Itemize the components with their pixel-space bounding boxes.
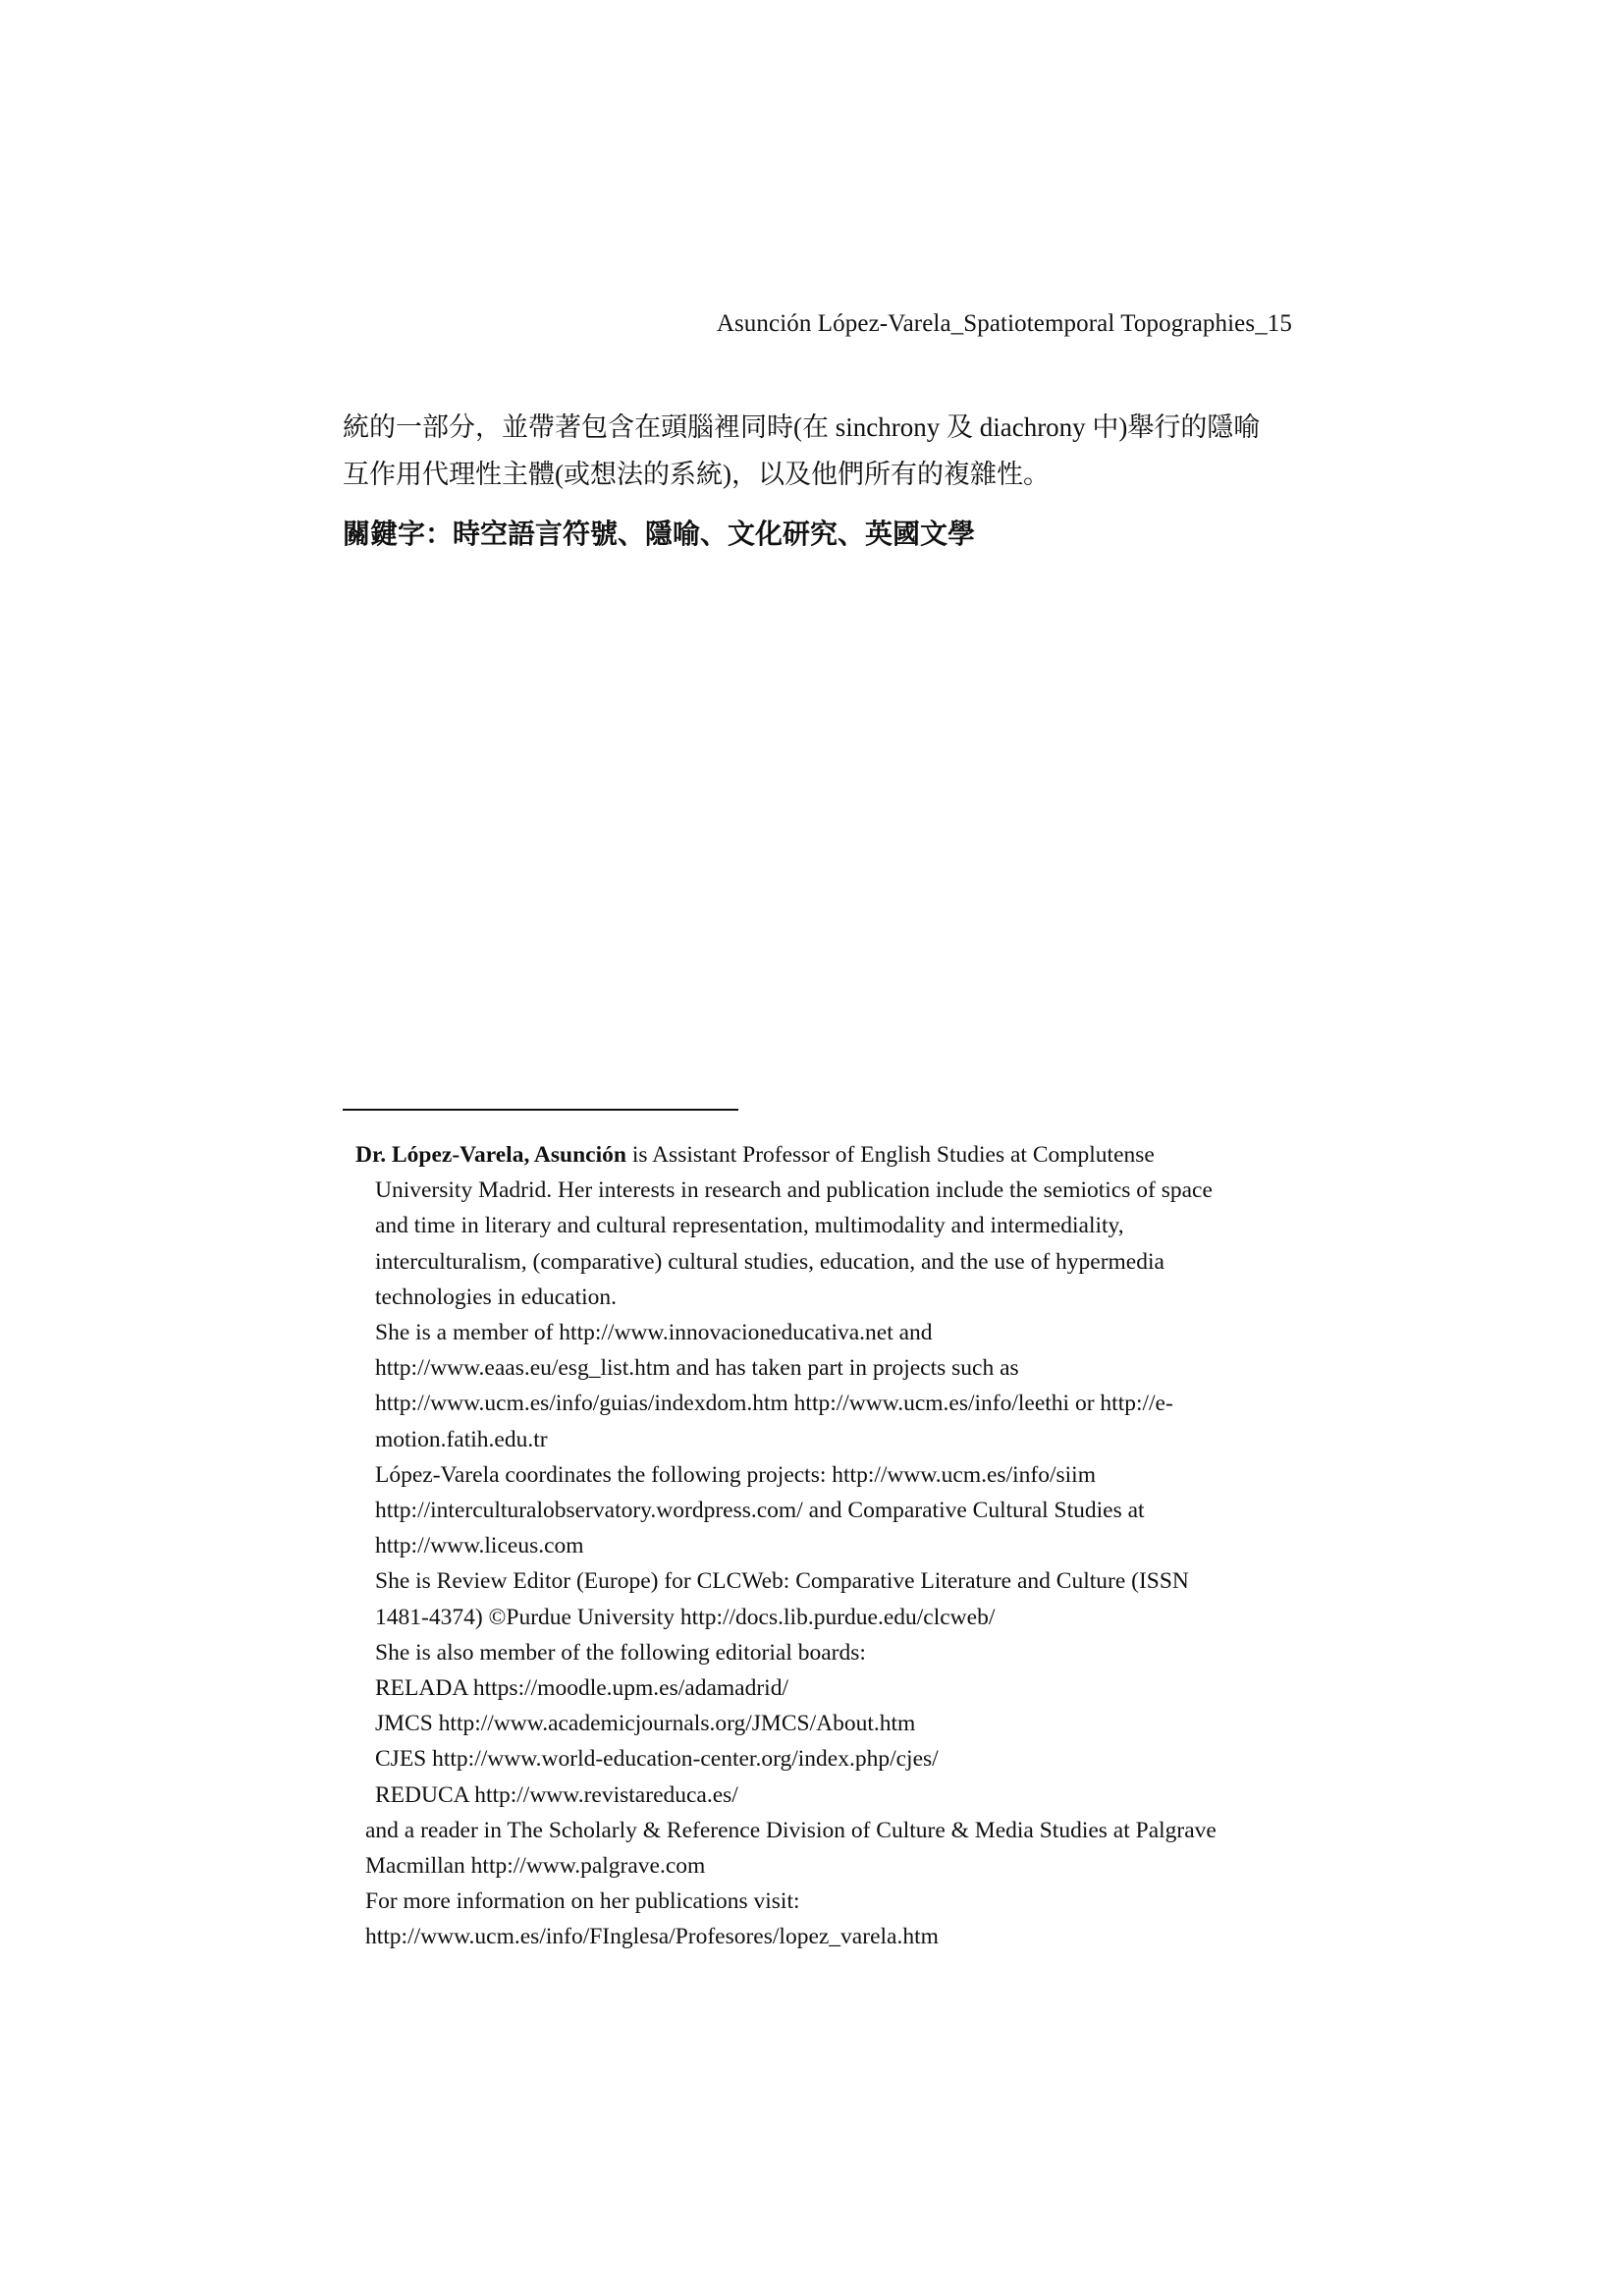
footnote-line: REDUCA http://www.revistareduca.es/	[375, 1781, 738, 1808]
footnote-line: She is also member of the following editorial boards:	[375, 1639, 866, 1666]
footnote-line: JMCS http://www.academicjournals.org/JMCS/About.htm	[375, 1711, 916, 1737]
footnote-closing-line: Macmillan http://www.palgrave.com	[365, 1853, 706, 1880]
abstract-chinese	[343, 404, 1297, 498]
abstract-line: 統的一部分，並帶著包含在頭腦裡同時(在 sinchrony 及 diachrony 中)舉行的隱喻	[343, 412, 1261, 442]
footnote-line: 1481-4374) ©Purdue University http://docs.lib.purdue.edu/clcweb/	[375, 1604, 996, 1630]
footnote-line: University Madrid. Her interests in research and publication include the semiotics of space	[375, 1177, 1213, 1204]
footnote-line: http://www.eaas.eu/esg_list.htm and has taken part in projects such as	[375, 1355, 1019, 1382]
footnote-line: López-Varela coordinates the following projects: http://www.ucm.es/info/siim	[375, 1461, 1096, 1488]
author-name: Dr. López-Varela, Asunción	[355, 1142, 626, 1168]
footnote-line: and time in literary and cultural representation, multimodality and intermediality,	[375, 1213, 1124, 1239]
footnote-first-line	[351, 1137, 1293, 1173]
author-footnote	[351, 1137, 1293, 1955]
footnote-closing-line: For more information on her publications visit:	[365, 1888, 800, 1915]
footnote-closing-line: and a reader in The Scholarly & Reference Division of Culture & Media Studies at Palgrave	[365, 1817, 1217, 1843]
footnote-closing-line: http://www.ucm.es/info/FInglesa/Profesores/lopez_varela.htm	[365, 1924, 939, 1950]
running-head: Asunción López-Varela_Spatiotemporal Topographies_15	[716, 310, 1292, 337]
footnote-line: She is Review Editor (Europe) for CLCWeb: Comparative Literature and Culture (ISSN	[375, 1568, 1189, 1595]
footnote-line: interculturalism, (comparative) cultural studies, education, and the use of hypermedia	[375, 1248, 1164, 1275]
footnote-line: CJES http://www.world-education-center.org/index.php/cjes/	[375, 1746, 939, 1773]
footnote-line: RELADA https://moodle.upm.es/adamadrid/	[375, 1675, 788, 1702]
footnote-line: technologies in education.	[375, 1284, 618, 1310]
keywords-chinese: 關鍵字：時空語言符號、隱喻、文化研究、英國文學	[343, 519, 976, 550]
abstract-line: 互作用代理性主體(或想法的系統)，以及他們所有的複雜性。	[343, 460, 1050, 489]
footnote-first-line-text: is Assistant Professor of English Studies at Complutense	[625, 1142, 1155, 1168]
footnote-line: http://www.liceus.com	[375, 1533, 584, 1559]
footnote-divider	[343, 1109, 738, 1111]
footnote-line: http://www.ucm.es/info/guias/indexdom.htm http://www.ucm.es/info/leethi or http://e-	[375, 1391, 1173, 1417]
footnote-line: http://interculturalobservatory.wordpress.com/ and Comparative Cultural Studies at	[375, 1498, 1145, 1524]
footnote-line: She is a member of http://www.innovacioneducativa.net and	[375, 1320, 933, 1346]
footnote-line: motion.fatih.edu.tr	[375, 1426, 548, 1452]
